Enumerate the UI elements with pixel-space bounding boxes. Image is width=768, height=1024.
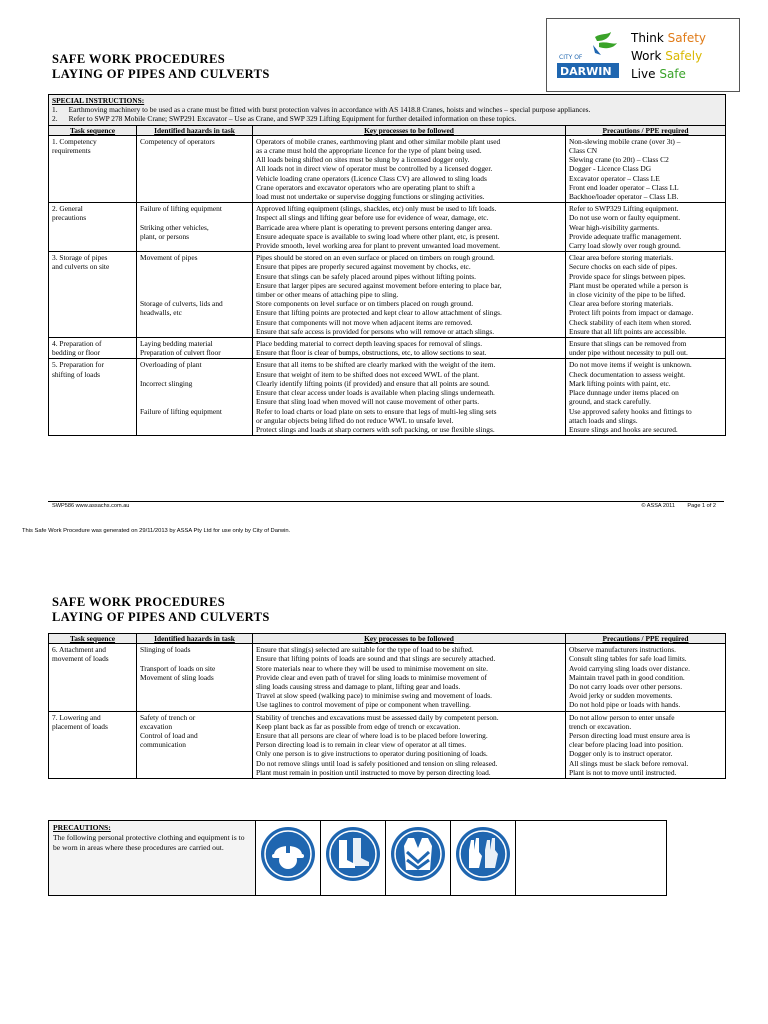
key-process-cell [253, 338, 566, 359]
key-process-cell-line: Refer to load charts or load plate on sets to ensure that legs of multi-leg sling sets [256, 406, 497, 416]
hazard-cell-line: Overloading of plant [140, 360, 202, 370]
logo-darwin: DARWIN [560, 65, 612, 78]
key-process-cell-line: Inspect all slings and lifting gear before use for evidence of wear, damage, etc. [256, 213, 489, 223]
precaution-cell-line: Clear area before storing materials. [569, 299, 674, 309]
slogan-line-2: Work Safely [631, 49, 703, 63]
key-process-cell-line: or angular objects being lifted do not reduce WWL to unsafe level. [256, 415, 454, 425]
hazard-cell-line: Transport of loads on site [140, 663, 216, 673]
hazard-cell-line: Failure of lifting equipment [140, 406, 222, 416]
key-process-cell-line: Ensure that lifting points are protected and kept clear to allow attachment of slings. [256, 308, 502, 318]
col-precautions-ppe: Precautions / PPE required [566, 634, 726, 644]
key-process-cell-line: All loads not in direct view of operator must be controlled by a licensed dogger. [256, 164, 493, 174]
precaution-cell-line: Refer to SWP329 Lifting equipment. [569, 204, 679, 214]
precaution-cell-line: Consult sling tables for safe load limits. [569, 654, 687, 664]
key-process-cell-line: Ensure that lifting points of loads are sound and that slings are securely attached. [256, 654, 496, 664]
key-process-cell [253, 203, 566, 252]
task-cell-line: and culverts on site [52, 262, 110, 272]
key-process-cell [253, 252, 566, 338]
precaution-cell-line: Plant must be operated while a person is [569, 280, 689, 290]
key-process-cell-line: Do not remove slings until load is safely positioned and tension on sling released. [256, 758, 498, 768]
task-cell-line: 6. Attachment and [52, 645, 106, 655]
task-cell-line: 3. Storage of pipes [52, 253, 108, 263]
special-item-1: 1. Earthmoving machinery to be used as a crane must be fitted with burst protection valves in accordance with AS 1418.8 Cranes, hoists and winches – special purpose appliances. [52, 105, 591, 115]
precaution-cell-line: Non-slewing mobile crane (over 3t) – [569, 136, 681, 146]
col-identified-hazards: Identified hazards in task [137, 634, 253, 644]
precaution-cell-line: Excavator operator – Class LE [569, 173, 660, 183]
key-process-cell-line: sling loads causing stress and damage to plant, lifting gear and loads. [256, 682, 461, 692]
precautions-table [48, 820, 667, 896]
precaution-cell-line: Avoid carrying sling loads over distance. [569, 663, 690, 673]
precaution-cell-line: trench or excavation. [569, 721, 632, 731]
ppe-safety-gloves [451, 821, 516, 896]
task-cell-line: movement of loads [52, 654, 109, 664]
table-header-row-page2 [49, 634, 726, 644]
table-row [49, 359, 726, 436]
task-cell-line: 1. Competency [52, 136, 97, 146]
precaution-cell [566, 203, 726, 252]
hazard-cell-line: Slinging of loads [140, 645, 191, 655]
key-process-cell-line: Place bedding material to correct depth leaving spaces for removal of slings. [256, 339, 483, 349]
key-process-cell-line: Ensure adequate space is available to swing load where other plant, etc, is present. [256, 231, 500, 241]
task-cell-line: 7. Lowering and [52, 712, 101, 722]
hazard-cell [137, 644, 253, 711]
hard-hat-icon [260, 826, 316, 882]
hazard-cell-line: Laying bedding material [140, 339, 213, 349]
precaution-cell-line: Dogger - Licence Class DG [569, 164, 652, 174]
key-process-cell-line: Ensure that clear access under loads is available when placing slings underneath. [256, 388, 495, 398]
col-task-sequence: Task sequence [49, 125, 137, 135]
key-process-cell [253, 711, 566, 778]
key-process-cell-line: as a crane must hold the appropriate licence for the type of plant being used. [256, 146, 482, 156]
hazard-cell [137, 135, 253, 202]
col-identified-hazards: Identified hazards in task [137, 125, 253, 135]
hazard-cell-line [140, 262, 249, 271]
precaution-cell [566, 359, 726, 436]
precaution-cell-line: Do not carry loads over other persons. [569, 682, 683, 692]
table-row [49, 338, 726, 359]
page2-title: SAFE WORK PROCEDURES [52, 595, 226, 609]
hazard-cell-line [140, 654, 249, 663]
hazard-cell [137, 359, 253, 436]
hazard-cell [137, 711, 253, 778]
table-header-row [49, 125, 726, 135]
key-process-cell-line: Provide smooth, level working area for plant to prevent unwanted load movement. [256, 241, 501, 251]
key-process-cell-line: Pipes should be stored on an even surface or placed on timbers on rough ground. [256, 253, 495, 263]
task-cell-line: requirements [52, 146, 91, 156]
task-cell [49, 135, 137, 202]
page2-rows [49, 644, 726, 779]
precaution-cell-line: Protect lift points from impact or damage. [569, 308, 694, 318]
precaution-cell-line: Do not allow person to enter unsafe [569, 712, 675, 722]
key-process-cell-line: Ensure that pipes are properly secured against movement by chocks, etc. [256, 262, 471, 272]
task-cell [49, 203, 137, 252]
ppe-safety-boots [321, 821, 386, 896]
key-process-cell-line: timber or other means of attaching pipe to sling. [256, 290, 399, 300]
safety-boots-icon [325, 826, 381, 882]
key-process-cell-line: Use taglines to control movement of pipe or component when travelling. [256, 700, 471, 710]
key-process-cell [253, 135, 566, 202]
precaution-cell-line: under pipe without necessity to pull out. [569, 348, 688, 358]
hazard-cell-line: Control of load and [140, 731, 198, 741]
precaution-cell-line: Place dunnage under items placed on [569, 388, 679, 398]
hazard-cell [137, 203, 253, 252]
key-process-cell-line: Plant must remain in position until instructed to move by person directing load. [256, 767, 491, 777]
hazard-cell-line [140, 281, 249, 290]
footer-doc-ref: SWP586 www.assachs.com.au [52, 503, 130, 509]
key-process-cell-line: Person directing load is to remain in clear view of operator at all times. [256, 740, 467, 750]
precaution-cell-line: Dogger only is to instruct operator. [569, 749, 673, 759]
precaution-cell-line: Front end loader operator – Class LL [569, 182, 679, 192]
key-process-cell-line: load must not undertake or supervise dogging functions or slinging activities. [256, 192, 485, 202]
slogan-line-1: Think Safety [631, 31, 707, 45]
hazard-cell-line: Incorrect slinging [140, 378, 193, 388]
key-process-cell-line: Ensure that floor is clear of bumps, obstructions, etc, to allow sections to seat. [256, 348, 487, 358]
task-cell [49, 338, 137, 359]
high-vis-vest-icon [390, 826, 446, 882]
hazard-cell-line [140, 290, 249, 299]
precaution-cell-line: Person directing load must ensure area is [569, 731, 691, 741]
task-cell-line: 2. General [52, 204, 83, 214]
key-process-cell-line: Ensure that weight of item to be shifted does not exceed WWL of the plant. [256, 369, 480, 379]
page1-title-block [52, 52, 270, 82]
precaution-cell-line: Do not hold pipe or loads with hands. [569, 700, 681, 710]
hazard-cell-line: Movement of pipes [140, 253, 198, 263]
key-process-cell-line: Barricade area where plant is operating to prevent persons entering danger area. [256, 222, 492, 232]
key-process-cell [253, 359, 566, 436]
precaution-cell-line: Ensure that all lift points are accessible. [569, 326, 687, 336]
hazard-cell-line: headwalls, etc [140, 308, 182, 318]
precaution-cell-line: Mark lifting points with paint, etc. [569, 378, 671, 388]
hazard-cell-line: Safety of trench or [140, 712, 196, 722]
special-item-2: 2. Refer to SWP 278 Mobile Crane; SWP291 Excavator – Use as Crane, and SWP 329 Lifting Equipment for further detailed information on these topics. [52, 114, 517, 124]
precaution-cell [566, 252, 726, 338]
precaution-cell-line: Ensure that slings can be removed from [569, 339, 687, 349]
precaution-cell-line: Class CN [569, 146, 598, 156]
key-process-cell-line: Store components on level surface or on timbers placed on rough ground. [256, 299, 474, 309]
hazard-cell-line: Storage of culverts, lids and [140, 299, 223, 309]
page-title: SAFE WORK PROCEDURES [52, 52, 226, 66]
precaution-cell-line: clear before placing load into position. [569, 740, 684, 750]
key-process-cell-line: Protect slings and loads at sharp corners with soft packing, or use flexible slings. [256, 424, 495, 434]
hazard-cell-line: Failure of lifting equipment [140, 204, 222, 214]
page1-rows [49, 135, 726, 435]
procedure-table-page2 [48, 633, 726, 779]
special-instructions [49, 95, 726, 126]
precaution-cell-line: Carry load slowly over rough ground. [569, 241, 681, 251]
special-heading: SPECIAL INSTRUCTIONS: [52, 96, 145, 105]
ppe-hard-hat [256, 821, 321, 896]
task-cell-line: placement of loads [52, 721, 108, 731]
col-key-processes: Key processes to be followed [253, 125, 566, 135]
key-process-cell-line: Clearly identify lifting points (if provided) and ensure that all points are sound. [256, 378, 490, 388]
task-cell-line: 4. Preparation of [52, 339, 102, 349]
city-of-darwin-logo [555, 29, 621, 81]
task-cell [49, 644, 137, 711]
hazard-cell-line [140, 272, 249, 281]
key-process-cell-line: Only one person is to give instructions to operator during positioning of loads. [256, 749, 488, 759]
key-process-cell-line: Ensure that sling(s) selected are suitable for the type of load to be shifted. [256, 645, 474, 655]
task-cell [49, 252, 137, 338]
precaution-cell-line: Wear high-visibility garments. [569, 222, 659, 232]
precautions-heading: PRECAUTIONS: [53, 823, 111, 832]
key-process-cell-line: Operators of mobile cranes, earthmoving plant and other similar mobile plant used [256, 136, 501, 146]
hazard-cell-line: Movement of sling loads [140, 672, 214, 682]
col-key-processes: Key processes to be followed [253, 634, 566, 644]
precaution-cell-line: Observe manufacturers instructions. [569, 645, 676, 655]
slogan-line-3: Live Safe [631, 67, 686, 81]
task-cell-line: bedding or floor [52, 348, 101, 358]
precaution-cell-line: All slings must be slack before removal. [569, 758, 689, 768]
col-precautions-ppe: Precautions / PPE required [566, 125, 726, 135]
precaution-cell [566, 644, 726, 711]
table-row [49, 711, 726, 778]
precautions-text-cell [49, 821, 256, 896]
hazard-cell [137, 338, 253, 359]
hazard-cell-line: Competency of operators [140, 136, 215, 146]
key-process-cell-line: Provide clear and even path of travel for sling loads to minimise movement of [256, 672, 487, 682]
table-row [49, 644, 726, 711]
key-process-cell-line: Ensure that components will not move when adjacent items are removed. [256, 317, 473, 327]
key-process-cell-line: Vehicle loading crane operators (Licence Class CV) are allowed to sling loads [256, 173, 487, 183]
key-process-cell-line: Store materials near to where they will be used to minimise movement on site. [256, 663, 488, 673]
col-task-sequence: Task sequence [49, 634, 137, 644]
precaution-cell-line: in close vicinity of the pipe to be lifted. [569, 290, 686, 300]
hazard-cell-line [140, 213, 249, 222]
task-cell [49, 359, 137, 436]
precaution-cell-line: ground, and stack carefully. [569, 397, 651, 407]
hazard-cell-line: Preparation of culvert floor [140, 348, 221, 358]
task-cell-line: 5. Preparation for [52, 360, 104, 370]
table-row [49, 135, 726, 202]
precaution-cell-line: Slewing crane (to 20t) – Class C2 [569, 155, 669, 165]
safety-gloves-icon [455, 826, 511, 882]
key-process-cell-line: Travel at slow speed (walking pace) to minimise swing and movement of loads. [256, 691, 492, 701]
key-process-cell-line: All loads being shifted on sites must be slung by a licensed dogger only. [256, 155, 470, 165]
footer-page-number: © ASSA 2011 Page 1 of 2 [641, 503, 716, 509]
precaution-cell-line: Use approved safety hooks and fittings to [569, 406, 692, 416]
task-cell-line: shifting of loads [52, 369, 101, 379]
precaution-cell-line: Plant is not to move until instructed. [569, 767, 677, 777]
precaution-cell-line: attach loads and slings. [569, 415, 638, 425]
footer-divider [48, 501, 724, 502]
key-process-cell [253, 644, 566, 711]
precaution-cell [566, 338, 726, 359]
hazard-cell [137, 252, 253, 338]
logo-city-of: CITY OF [559, 54, 583, 61]
precaution-cell-line: Provide space for slings between pipes. [569, 271, 686, 281]
hazard-cell-line [140, 388, 249, 397]
ppe-empty-cell [516, 821, 667, 896]
precaution-cell-line: Backhoe/loader operator – Class LB. [569, 192, 679, 202]
hazard-cell-line [140, 397, 249, 406]
key-process-cell-line: Approved lifting equipment (slings, shackles, etc) only must be used to lift loads. [256, 204, 497, 214]
page-subtitle: LAYING OF PIPES AND CULVERTS [52, 67, 270, 81]
precautions-body: The following personal protective clothing and equipment is to be worn in areas where these procedures are carried out. [53, 833, 245, 852]
key-process-cell-line: Ensure that larger pipes are secured against movement before entering to place bar, [256, 280, 502, 290]
precaution-cell-line: Clear area before storing materials. [569, 253, 674, 263]
key-process-cell-line: Ensure that all items to be shifted are clearly marked with the weight of the item. [256, 360, 496, 370]
precaution-cell-line: Secure chocks on each side of pipes. [569, 262, 678, 272]
precaution-cell-line: Ensure slings and hooks are secured. [569, 424, 678, 434]
page2-subtitle: LAYING OF PIPES AND CULVERTS [52, 610, 270, 624]
precaution-cell-line: Provide adequate traffic management. [569, 231, 682, 241]
page2-title-block [52, 595, 270, 625]
precaution-cell-line: Check stability of each item when stored. [569, 317, 692, 327]
table-row [49, 252, 726, 338]
key-process-cell-line: Ensure that all persons are clear of where load is to be placed before lowering. [256, 731, 488, 741]
key-process-cell-line: Stability of trenches and excavations must be assessed daily by competent person. [256, 712, 499, 722]
hazard-cell-line: communication [140, 740, 186, 750]
hazard-cell-line: plant, or persons [140, 231, 190, 241]
precaution-cell-line: Avoid jerky or sudden movements. [569, 691, 673, 701]
precaution-cell-line: Do not use worn or faulty equipment. [569, 213, 681, 223]
precaution-cell-line: Check documentation to assess weight. [569, 369, 685, 379]
hazard-cell-line [140, 370, 249, 379]
table-row [49, 203, 726, 252]
key-process-cell-line: Keep plant back as far as possible from edge of trench or excavation. [256, 721, 461, 731]
precaution-cell-line: Maintain travel path in good condition. [569, 672, 685, 682]
key-process-cell-line: Ensure that safe access is provided for persons who will remove or attach slings. [256, 326, 495, 336]
key-process-cell-line: Ensure that sling load when moved will not cause movement of other parts. [256, 397, 480, 407]
task-cell-line: precautions [52, 213, 87, 223]
hazard-cell-line: Striking other vehicles, [140, 222, 209, 232]
safety-slogan [631, 29, 706, 83]
precaution-cell [566, 711, 726, 778]
ppe-high-vis-vest [386, 821, 451, 896]
page1-footer [52, 503, 716, 509]
task-cell [49, 711, 137, 778]
generation-note: This Safe Work Procedure was generated on 29/11/2013 by ASSA Pty Ltd for use only by City of Darwin. [22, 528, 291, 534]
key-process-cell-line: Crane operators and excavator operators who are operating plant to shift a [256, 182, 475, 192]
precaution-cell-line: Do not move items if weight is unknown. [569, 360, 692, 370]
hazard-cell-line: excavation [140, 721, 173, 731]
key-process-cell-line: Ensure that slings can be safely placed around pipes without lifting points. [256, 271, 477, 281]
city-of-darwin-logo-panel [546, 18, 740, 92]
procedure-table-page1 [48, 94, 726, 436]
precaution-cell [566, 135, 726, 202]
